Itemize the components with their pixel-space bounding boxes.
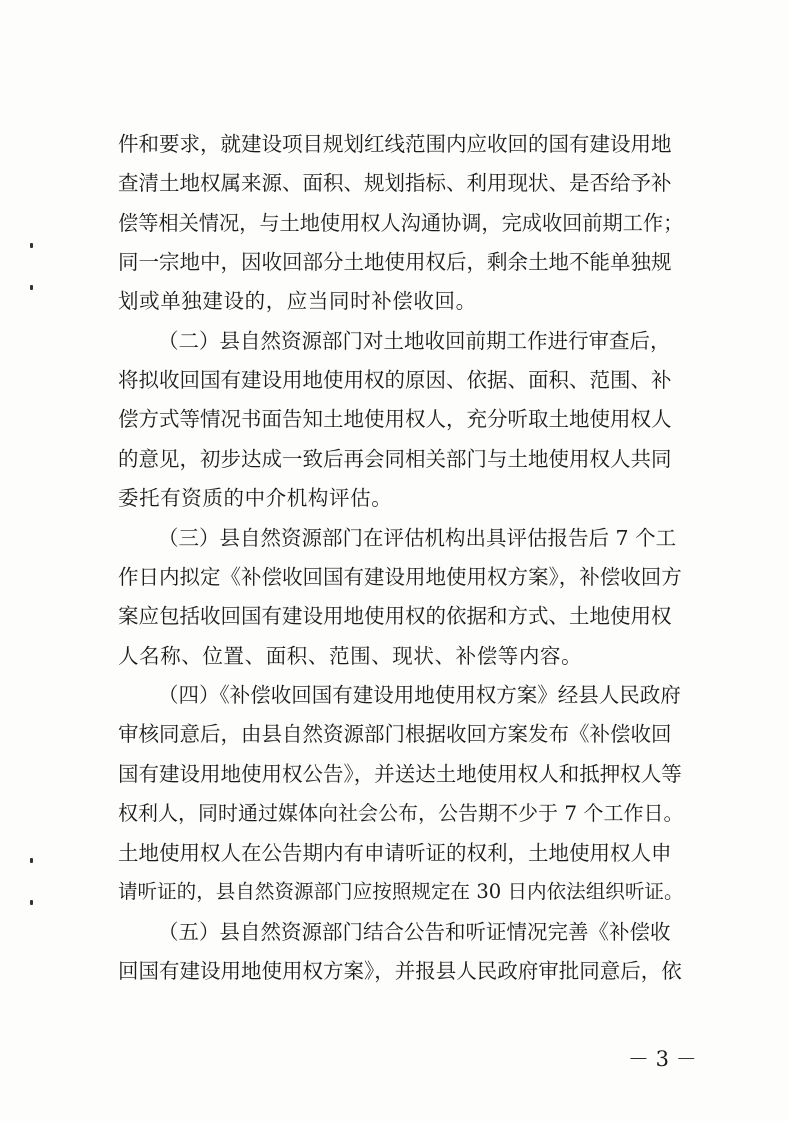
body-line: 划或单独建设的，应当同时补偿收回。 bbox=[118, 289, 477, 313]
body-line: 权利人，同时通过媒体向社会公布，公告期不少于 7 个工作日。 bbox=[118, 801, 684, 825]
body-line: 件和要求，就建设项目规划红线范围内应收回的国有建设用地 bbox=[118, 132, 672, 156]
page-number: － 3 － bbox=[628, 1047, 697, 1071]
body-line: 同一宗地中，因收回部分土地使用权后，剩余土地不能单独规 bbox=[118, 250, 672, 274]
body-line: 偿等相关情况，与土地使用权人沟通协调，完成收回前期工作； bbox=[118, 211, 684, 235]
body-line: 将拟收回国有建设用地使用权的原因、依据、面积、范围、补 bbox=[118, 368, 672, 392]
paragraph-heading-2: （二）县自然资源部门对土地收回前期工作进行审查后， bbox=[158, 329, 671, 353]
body-line: 请听证的，县自然资源部门应按照规定在 30 日内依法组织听证。 bbox=[118, 880, 684, 903]
paragraph-heading-4: （四）《补偿收回国有建设用地使用权方案》经县人民政府 bbox=[158, 683, 681, 707]
paragraph-heading-3: （三）县自然资源部门在评估机构出具评估报告后 7 个工 bbox=[158, 526, 677, 550]
body-line: 土地使用权人在公告期内有申请听证的权利，土地使用权人申 bbox=[118, 841, 672, 865]
paragraph-heading-5: （五）县自然资源部门结合公告和听证情况完善《补偿收 bbox=[158, 920, 671, 944]
body-line: 作日内拟定《补偿收回国有建设用地使用权方案》，补偿收回方 bbox=[118, 565, 682, 589]
scan-speck bbox=[30, 900, 33, 905]
body-line: 国有建设用地使用权公告》，并送达土地使用权人和抵押权人等 bbox=[118, 762, 682, 786]
body-line: 审核同意后，由县自然资源部门根据收回方案发布《补偿收回 bbox=[118, 722, 672, 746]
body-line: 查清土地权属来源、面积、规划指标、利用现状、是否给予补 bbox=[118, 171, 672, 195]
body-line: 委托有资质的中介机构评估。 bbox=[118, 486, 393, 510]
scan-speck bbox=[30, 285, 33, 290]
scan-speck bbox=[30, 243, 33, 248]
body-line: 案应包括收回国有建设用地使用权的依据和方式、土地使用权 bbox=[118, 604, 672, 628]
body-line: 人名称、位置、面积、范围、现状、补偿等内容。 bbox=[118, 644, 583, 668]
body-line: 偿方式等情况书面告知土地使用权人，充分听取土地使用权人 bbox=[118, 407, 672, 431]
body-line: 回国有建设用地使用权方案》，并报县人民政府审批同意后，依 bbox=[118, 959, 682, 983]
body-line: 的意见，初步达成一致后再会同相关部门与土地使用权人共同 bbox=[118, 447, 672, 471]
scan-speck bbox=[30, 858, 33, 863]
